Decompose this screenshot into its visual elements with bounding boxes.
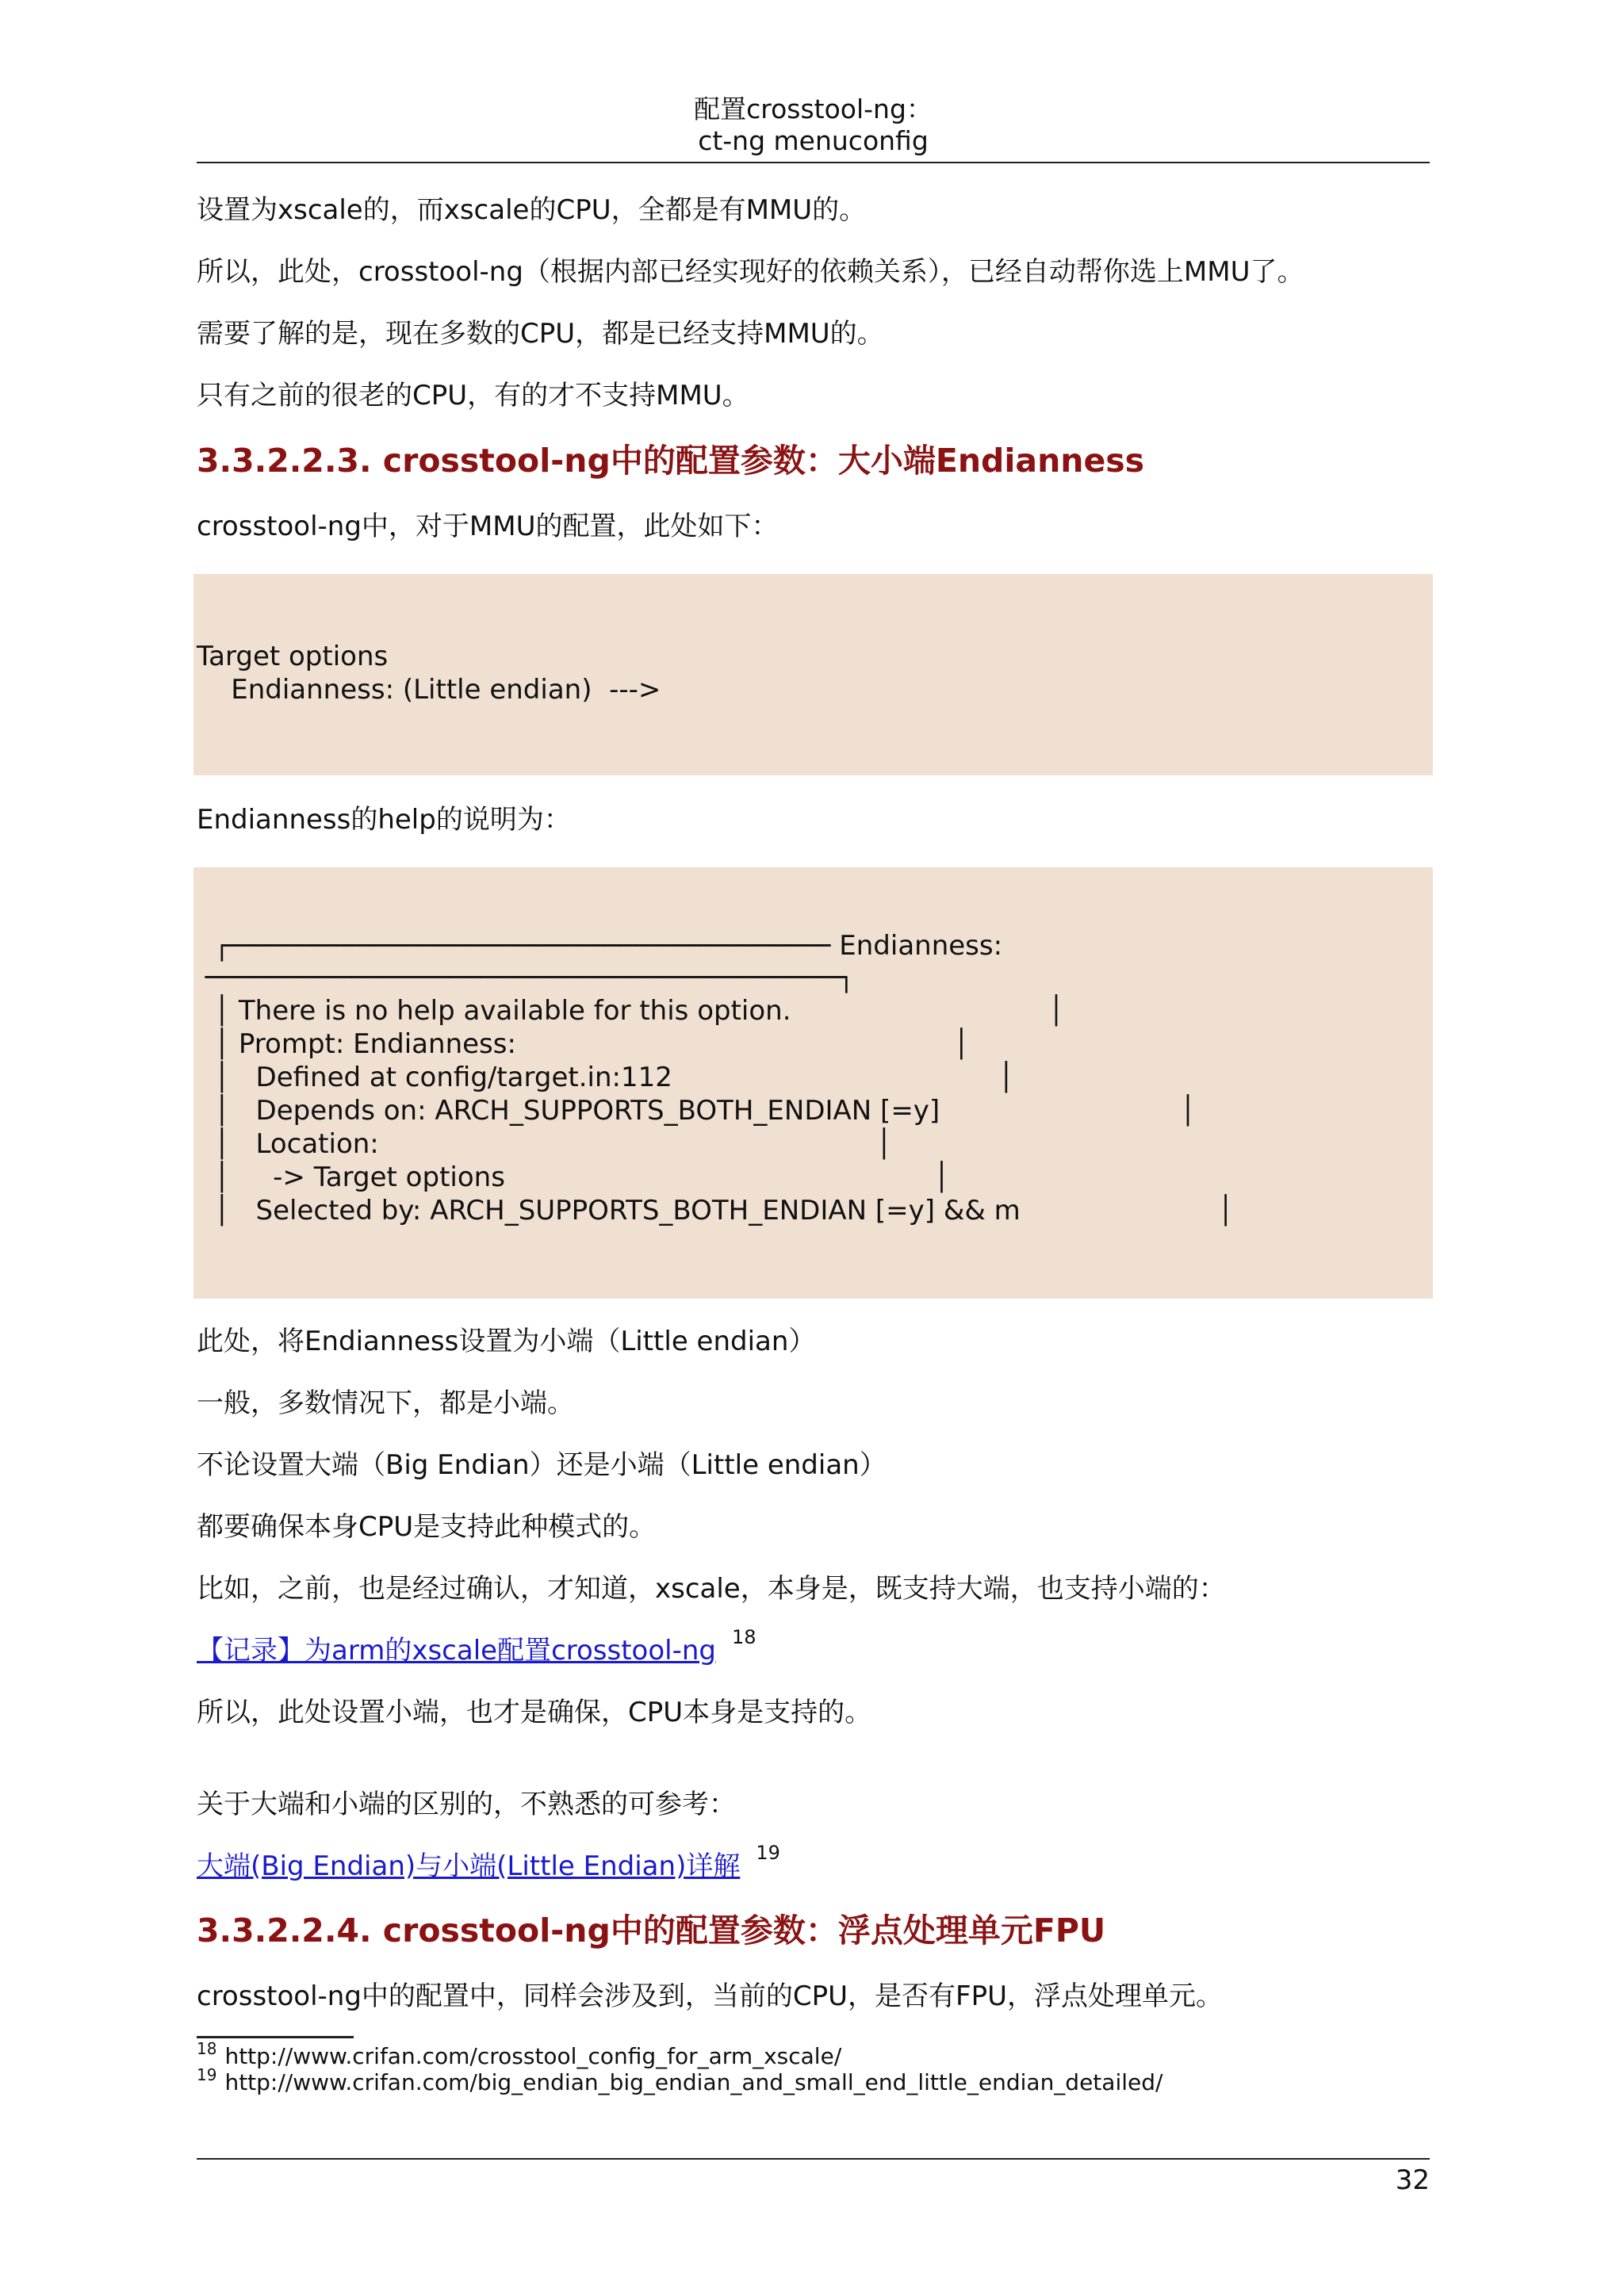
code-line: │ -> Target options │ <box>197 1161 950 1193</box>
footnote-text: http://www.crifan.com/big_endian_big_endian_and_small_end_little_endian_detailed/ <box>224 2069 1163 2095</box>
running-header <box>197 94 1430 157</box>
paragraph: 不论设置大端（Big Endian）还是小端（Little endian） <box>197 1449 887 1481</box>
footnote-number: 19 <box>197 2065 217 2084</box>
code-line: ┌───────────────────────────────────── Endianness: <box>197 930 1003 962</box>
code-line: │ Prompt: Endianness: │ <box>197 1028 970 1060</box>
paragraph: 只有之前的很老的CPU，有的才不支持MMU。 <box>197 380 749 411</box>
reference-link[interactable]: 【记录】为arm的xscale配置crosstool-ng <box>197 1635 716 1667</box>
paragraph: crosstool-ng中的配置中，同样会涉及到，当前的CPU，是否有FPU，浮点处理单元。 <box>197 1980 1224 2012</box>
code-line: │ Depends on: ARCH_SUPPORTS_BOTH_ENDIAN [=y] │ <box>197 1095 1197 1127</box>
code-block <box>193 574 1433 775</box>
paragraph: Endianness的help的说明为： <box>197 804 571 836</box>
paragraph: crosstool-ng中，对于MMU的配置，此处如下： <box>197 511 779 542</box>
code-line: │ Defined at config/target.in:112 │ <box>197 1062 1015 1093</box>
footnote-number: 18 <box>197 2039 217 2058</box>
header-divider <box>197 162 1430 163</box>
document-page <box>197 0 1430 2296</box>
code-line: Endianness: (Little endian) ---> <box>197 674 661 706</box>
paragraph: 比如，之前，也是经过确认，才知道，xscale，本身是，既支持大端，也支持小端的： <box>197 1573 1226 1605</box>
section-heading: 3.3.2.2.4. crosstool-ng中的配置参数：浮点处理单元FPU <box>197 1911 1106 1950</box>
code-block <box>193 867 1433 1299</box>
footnote <box>197 2065 1163 2097</box>
paragraph: 此处，将Endianness设置为小端（Little endian） <box>197 1326 816 1357</box>
page-number: 32 <box>1395 2164 1430 2196</box>
paragraph: 一般，多数情况下，都是小端。 <box>197 1387 574 1419</box>
reference-link[interactable]: 大端(Big Endian)与小端(Little Endian)详解 <box>197 1850 741 1882</box>
header-subtitle: ct-ng menuconfig <box>698 125 929 156</box>
reference-line <box>197 1842 780 1886</box>
paragraph: 设置为xscale的，而xscale的CPU，全都是有MMU的。 <box>197 194 867 226</box>
paragraph: 关于大端和小端的区别的，不熟悉的可参考： <box>197 1789 736 1820</box>
reference-line <box>197 1626 756 1670</box>
paragraph: 所以，此处，crosstool-ng（根据内部已经实现好的依赖关系），已经自动帮你选上MMU了。 <box>197 256 1304 288</box>
paragraph: 都要确保本身CPU是支持此种模式的。 <box>197 1511 657 1543</box>
section-heading: 3.3.2.2.3. crosstool-ng中的配置参数：大小端Endianness <box>197 442 1145 480</box>
footnote-text: http://www.crifan.com/crosstool_config_for_arm_xscale/ <box>224 2043 842 2069</box>
footer-divider <box>197 2158 1430 2160</box>
paragraph: 需要了解的是，现在多数的CPU，都是已经支持MMU的。 <box>197 318 884 350</box>
code-line: │ Selected by: ARCH_SUPPORTS_BOTH_ENDIAN [=y] && m │ <box>197 1195 1234 1226</box>
code-line: │ There is no help available for this option. │ <box>197 995 1065 1027</box>
footnote <box>197 2039 842 2071</box>
footnote-marker: 19 <box>756 1842 780 1864</box>
paragraph: 所以，此处设置小端，也才是确保，CPU本身是支持的。 <box>197 1697 872 1728</box>
code-line: Target options <box>197 641 389 672</box>
footnote-marker: 18 <box>732 1626 756 1648</box>
header-title: 配置crosstool-ng： <box>694 94 933 124</box>
footnote-divider <box>197 2036 354 2038</box>
code-line: ───────────────────────────────────────┐ <box>197 962 855 993</box>
code-line: │ Location: │ <box>197 1128 893 1160</box>
